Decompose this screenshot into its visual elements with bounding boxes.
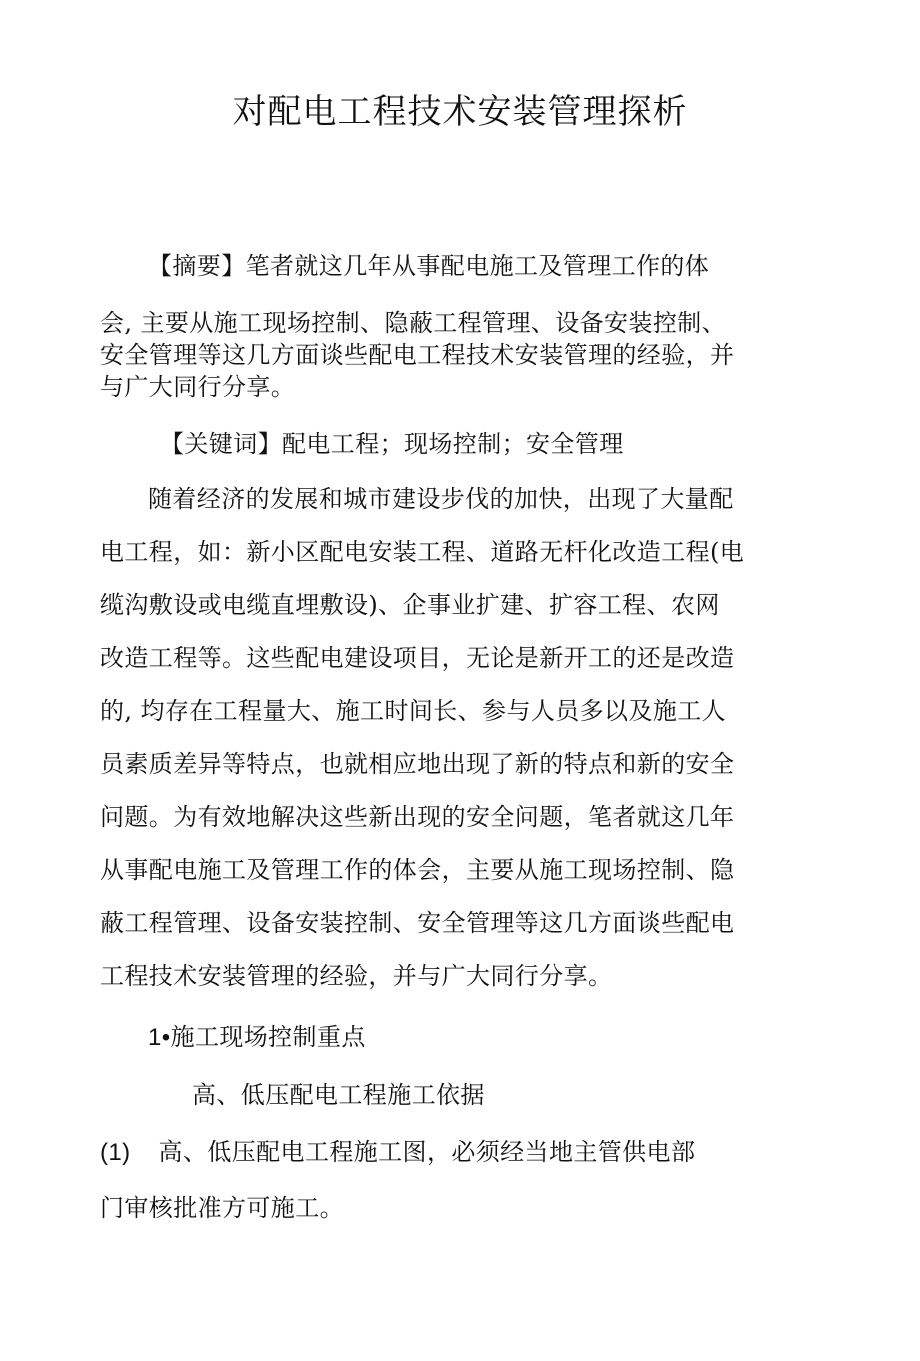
abstract-line-1: 【摘要】笔者就这几年从事配电施工及管理工作的体 xyxy=(148,252,710,280)
subsection-heading: 高、低压配电工程施工依据 xyxy=(192,1081,485,1109)
abstract-line-4: 与广大同行分享。 xyxy=(100,373,296,401)
intro-line-9: 蔽工程管理、设备安装控制、安全管理等这几方面谈些配电 xyxy=(100,909,735,937)
intro-line-8: 从事配电施工及管理工作的体会，主要从施工现场控制、隐 xyxy=(100,856,735,884)
document-title: 对配电工程技术安装管理探析 xyxy=(232,92,688,132)
abstract-line-3: 安全管理等这几方面谈些配电工程技术安装管理的经验，并 xyxy=(100,341,735,369)
intro-line-5: 的, 均存在工程量大、施工时间长、参与人员多以及施工人 xyxy=(100,697,727,725)
section-1-title: 施工现场控制重点 xyxy=(170,1023,366,1051)
intro-line-10: 工程技术安装管理的经验，并与广大同行分享。 xyxy=(100,962,613,990)
keywords-line: 【关键词】配电工程；现场控制；安全管理 xyxy=(160,430,624,458)
item-1-number: (1) xyxy=(100,1139,131,1166)
intro-line-1: 随着经济的发展和城市建设步伐的加快，出现了大量配 xyxy=(148,485,734,513)
intro-line-7: 问题。为有效地解决这些新出现的安全问题，笔者就这几年 xyxy=(100,803,735,831)
intro-line-3: 缆沟敷设或电缆直埋敷设)、企事业扩建、扩容工程、农网 xyxy=(100,591,720,619)
abstract-line-2: 会, 主要从施工现场控制、隐蔽工程管理、设备安装控制、 xyxy=(100,309,727,337)
intro-line-2: 电工程，如：新小区配电安装工程、道路无杆化改造工程(电 xyxy=(100,538,745,566)
item-1-line-1 xyxy=(100,1137,695,1168)
intro-line-4: 改造工程等。这些配电建设项目，无论是新开工的还是改造 xyxy=(100,644,735,672)
intro-line-6: 员素质差异等特点，也就相应地出现了新的特点和新的安全 xyxy=(100,750,735,778)
item-1-line-2: 门审核批准方可施工。 xyxy=(100,1194,344,1222)
item-1-text-1: 高、低压配电工程施工图，必须经当地主管供电部 xyxy=(158,1138,696,1166)
section-1-number: 1• xyxy=(148,1024,171,1051)
section-1-heading xyxy=(148,1022,366,1053)
